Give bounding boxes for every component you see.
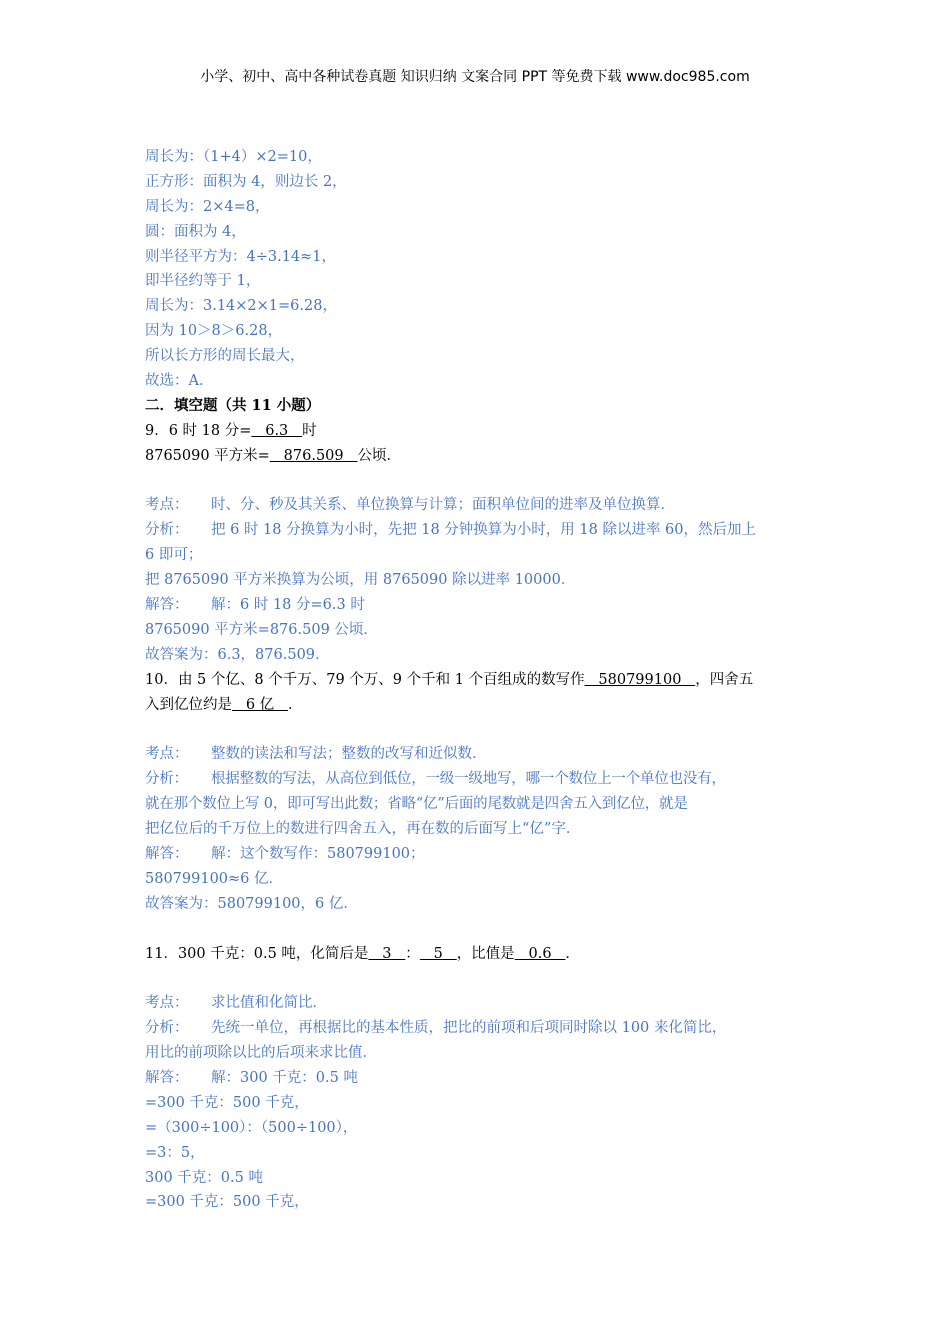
kaodian-text: 时、分、秒及其关系、单位换算与计算；面积单位间的进率及单位换算． [211,497,675,514]
jieda-label: 解答： [145,845,189,862]
fenxi-label: 分析： [145,771,188,788]
question-text: 时 [302,422,317,439]
question-text: ： [405,945,420,962]
jieda-label: 解答： [145,597,189,614]
text-line: 周长为：（1+4）×2=10， [145,149,322,165]
question-10-line-1 [145,668,810,693]
answer-blank: 580799100 [584,671,696,688]
text-line: =（300÷100）：（500÷100）， [145,1119,358,1136]
answer-blank: 5 [419,945,457,962]
question-text: ． [288,696,303,713]
text-line: 即半径约等于 1， [145,273,261,290]
question-text: ． [565,945,580,962]
question-text: 公顷． [357,447,401,464]
answer-blank: 3 [368,945,406,962]
text-line: 把 8765090 平方米换算为公顷，用 8765090 除以进率 10000． [145,572,576,589]
text-line: 300 千克：0.5 吨 [145,1169,263,1186]
text-line: 故选：A． [145,373,214,390]
question-text: 入到亿位约是 [145,696,232,713]
jieda-text: 解：6 时 18 分=6.3 时 [211,597,365,614]
jieda-line [145,593,810,618]
fenxi-text: 先统一单位，再根据比的基本性质，把比的前项和后项同时除以 100 来化简比， [211,1020,727,1037]
kaodian-label: 考点： [145,746,189,763]
fenxi-text: 根据整数的写法，从高位到低位，一级一级地写，哪一个数位上一个单位也没有， [211,771,726,788]
answer-blank: 0.6 [514,945,566,962]
kaodian-label: 考点： [145,995,189,1012]
question-text: 11．300 千克：0.5 吨，化简后是 [145,945,369,962]
text-line: 则半径平方为：4÷3.14≈1， [145,248,337,265]
question-9-line-2 [145,444,810,469]
question-10-line-2 [145,693,810,718]
text-line: 把亿位后的千万位上的数进行四舍五入，再在数的后面写上“亿”字． [145,821,581,838]
fenxi-line [145,518,810,543]
jieda-label: 解答： [145,1069,189,1086]
jieda-text: 解：这个数写作：580799100； [211,845,425,862]
fenxi-line [145,1016,810,1041]
question-9-line-1 [145,419,810,444]
text-line: 周长为：3.14×2×1=6.28， [145,298,337,315]
kaodian-line [145,742,810,767]
question-text: ，比值是 [456,945,515,962]
jieda-text: 解：300 千克：0.5 吨 [211,1069,358,1086]
text-line: 所以长方形的周长最大， [145,348,305,365]
answer-line: 故答案为：6.3，876.509． [145,646,330,663]
text-line: =300 千克：500 千克， [145,1094,309,1111]
answer-blank: 876.509 [269,447,358,464]
text-line: 周长为：2×4=8， [145,198,270,215]
text-line: 圆：面积为 4， [145,223,246,240]
text-line: 8765090 平方米=876.509 公顷． [145,621,378,638]
fenxi-line [145,767,810,792]
question-text: 8765090 平方米= [145,447,270,464]
kaodian-text: 整数的读法和写法；整数的改写和近似数． [211,746,487,763]
text-line: 580799100≈6 亿． [145,870,284,887]
question-text: ，四舍五 [695,671,754,688]
text-line: 就在那个数位上写 0，即可写出此数；省略“亿”后面的尾数就是四舍五入到亿位，就是 [145,796,688,813]
text-line: 正方形：面积为 4，则边长 2， [145,173,347,190]
jieda-line [145,842,810,867]
question-text: 10．由 5 个亿、8 个千万、79 个万、9 个千和 1 个百组成的数写作 [145,671,585,688]
kaodian-line [145,991,810,1016]
document-body [145,145,810,1215]
fenxi-label: 分析： [145,1020,189,1037]
text-line: =3：5， [145,1144,205,1161]
text-line: 因为 10＞8＞6.28， [145,323,283,340]
answer-line: 故答案为：580799100，6 亿． [145,895,358,912]
kaodian-line [145,493,810,518]
fenxi-text: 把 6 时 18 分换算为小时，先把 18 分钟换算为小时，用 18 除以进率 60，然后加上 [211,522,757,539]
text-line: 用比的前项除以比的后项来求比值． [145,1045,377,1062]
question-text: 9．6 时 18 分= [145,422,252,439]
answer-blank: 6 亿 [232,696,288,713]
fenxi-label: 分析： [145,522,189,539]
page-header: 小学、初中、高中各种试卷真题 知识归纳 文案合同 PPT 等免费下载 www.doc985.com [200,69,750,85]
text-line: =300 千克：500 千克， [145,1194,309,1211]
question-11-line [145,942,810,967]
text-line: 6 即可； [145,547,203,564]
kaodian-text: 求比值和化简比． [211,995,327,1012]
answer-blank: 6.3 [251,422,303,439]
section-title: 二．填空题（共 11 小题） [145,396,321,414]
jieda-line [145,1066,810,1091]
kaodian-label: 考点： [145,497,189,514]
